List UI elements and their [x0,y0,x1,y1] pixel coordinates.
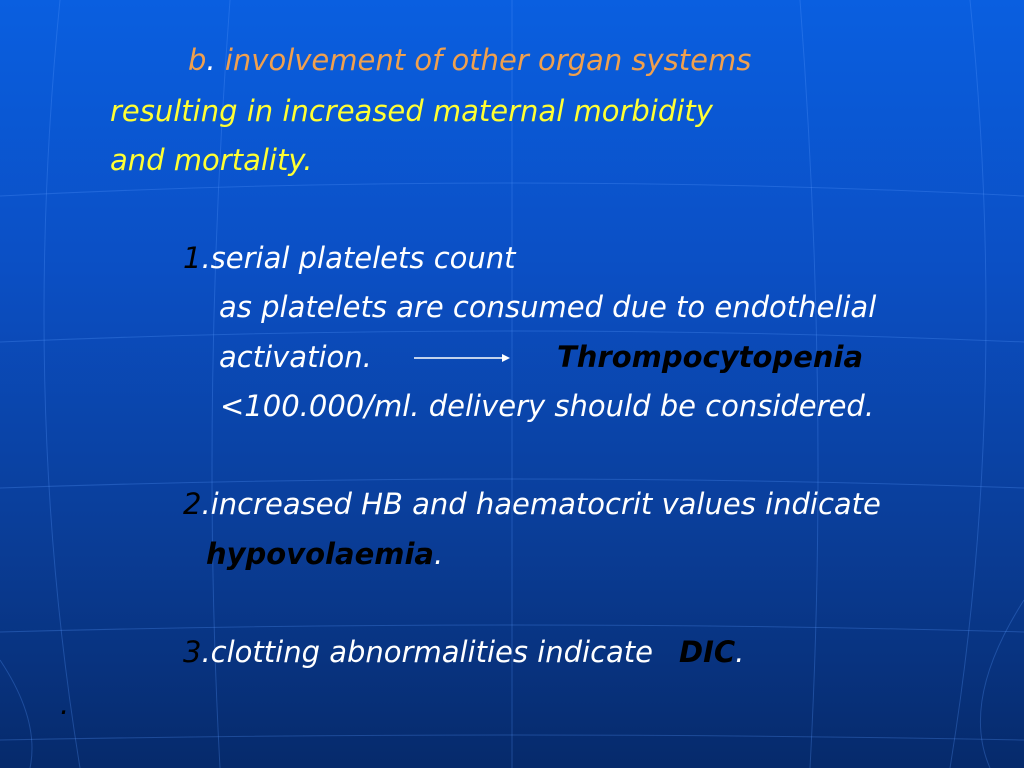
item-1-line-2: as platelets are consumed due to endothelial [219,290,877,324]
item-1-number: 1 [183,241,202,275]
hypovolaemia-term: hypovolaemia [206,537,434,571]
item-3-line [183,635,745,669]
thrombocytopenia-term: Thrompocytopenia [557,340,864,374]
item-2-text: .increased HB and haematocrit values indicate [201,487,881,521]
stray-dot: . [60,687,70,721]
item-3-text: .clotting abnormalities indicate [201,635,654,669]
heading-letter: b [188,43,207,77]
heading-line-1 [188,43,752,77]
heading-line-3: and mortality. [110,143,313,177]
right-arrow-icon [414,352,510,364]
heading-line-2: resulting in increased maternal morbidity [110,94,713,128]
item-2-suffix: . [433,537,444,571]
item-3-suffix: . [735,635,745,669]
item-2-line-2 [206,537,444,571]
item-3-number: 3 [183,635,202,669]
dic-term: DIC [679,635,736,669]
item-1-line-3: activation. [219,340,372,374]
heading-line-1-text: involvement of other organ systems [215,43,752,77]
item-2-number: 2 [183,487,202,521]
heading-dot: . [206,43,216,77]
item-2-line-1 [183,487,881,521]
item-1-title: .serial platelets count [201,241,516,275]
item-1-line-4: <100.000/ml. delivery should be considered. [220,389,875,423]
item-1-title-line [183,241,516,275]
